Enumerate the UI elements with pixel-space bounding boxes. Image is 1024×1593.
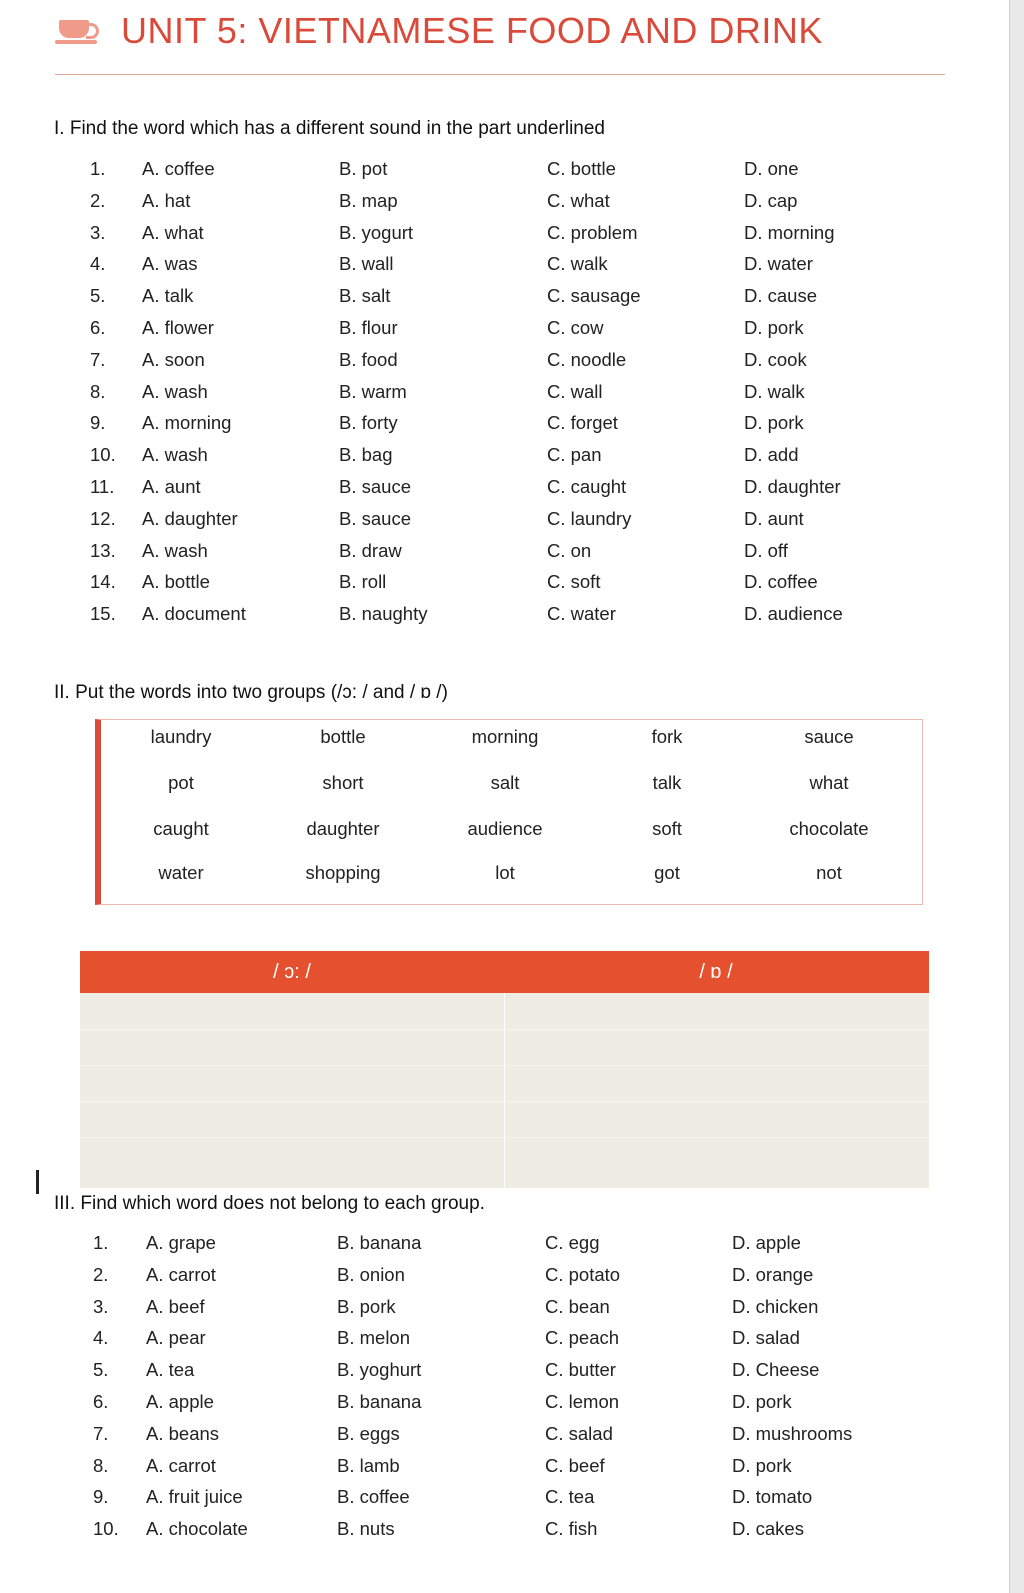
question-number: 9. xyxy=(90,412,106,434)
option-b: B. flour xyxy=(339,317,398,338)
option-b: B. nuts xyxy=(337,1518,395,1540)
option-a: A. wash xyxy=(142,380,208,402)
question-number: 4. xyxy=(90,253,106,275)
option-c: C. egg xyxy=(545,1232,600,1253)
question-number: 10. xyxy=(93,1518,119,1540)
question-row xyxy=(0,1296,1010,1326)
option-c: C. cow xyxy=(547,317,604,338)
option-c: C. salad xyxy=(545,1422,613,1444)
word-bank-item: talk xyxy=(652,772,682,793)
question-row xyxy=(0,285,1010,315)
word-bank-item: bottle xyxy=(320,726,366,747)
option-a: A. apple xyxy=(146,1391,214,1412)
word-bank-item: laundry xyxy=(150,726,212,747)
question-row xyxy=(0,1518,1010,1548)
option-c: C. pan xyxy=(547,444,602,466)
option-a: A. carrot xyxy=(146,1263,216,1285)
option-d: D. mushrooms xyxy=(732,1422,853,1444)
sorting-table xyxy=(80,951,929,1188)
option-c: C. bottle xyxy=(547,158,616,179)
word-bank-item: morning xyxy=(471,726,539,747)
word-bank-item: audience xyxy=(467,818,543,839)
option-d: D. walk xyxy=(744,380,805,402)
question-number: 14. xyxy=(90,571,116,593)
question-number: 12. xyxy=(90,507,116,529)
question-row xyxy=(0,412,1010,442)
word-bank-item: what xyxy=(809,772,849,793)
question-number: 1. xyxy=(90,158,106,179)
option-a: A. fruit juice xyxy=(146,1486,243,1508)
option-d: D. orange xyxy=(732,1263,814,1285)
option-d: D. pork xyxy=(732,1454,792,1476)
option-a: A. what xyxy=(142,221,204,243)
question-number: 13. xyxy=(90,539,116,561)
question-row xyxy=(0,381,1010,411)
option-b: B. pot xyxy=(339,158,388,179)
option-b: B. pork xyxy=(337,1295,396,1317)
word-bank-item: short xyxy=(322,772,364,793)
question-row xyxy=(0,190,1010,220)
option-d: D. pork xyxy=(744,412,804,434)
option-c: C. forget xyxy=(547,412,618,434)
question-row xyxy=(0,444,1010,474)
option-c: C. noodle xyxy=(547,348,627,370)
option-d: D. cook xyxy=(744,348,807,370)
option-b: B. forty xyxy=(339,412,398,434)
word-bank-item: pot xyxy=(168,772,194,793)
option-c: C. tea xyxy=(545,1486,595,1508)
option-d: D. Cheese xyxy=(732,1359,820,1381)
option-d: D. one xyxy=(744,158,799,179)
option-b: B. naughty xyxy=(339,603,428,625)
option-a: A. hat xyxy=(142,189,191,211)
word-bank-item: caught xyxy=(153,818,209,839)
option-b: B. coffee xyxy=(337,1486,410,1508)
question-number: 2. xyxy=(90,189,106,211)
column-header-short-o: / ɒ / xyxy=(699,961,733,983)
option-b: B. food xyxy=(339,348,398,370)
option-c: C. problem xyxy=(547,221,638,243)
word-bank-item: chocolate xyxy=(789,818,869,839)
question-row xyxy=(0,1423,1010,1453)
page-title: UNIT 5: VIETNAMESE FOOD AND DRINK xyxy=(121,10,823,51)
question-number: 5. xyxy=(93,1359,109,1381)
option-d: D. daughter xyxy=(744,476,841,497)
question-row xyxy=(0,476,1010,506)
section-2-heading: II. Put the words into two groups (/ɔ: / and / ɒ /) xyxy=(54,682,448,703)
question-number: 3. xyxy=(93,1295,109,1317)
option-a: A. soon xyxy=(142,348,205,370)
question-number: 15. xyxy=(90,603,116,625)
option-a: A. aunt xyxy=(142,476,201,497)
option-c: C. fish xyxy=(545,1518,598,1540)
section-3-heading: III. Find which word does not belong to each group. xyxy=(54,1193,485,1214)
question-row xyxy=(0,508,1010,538)
question-number: 3. xyxy=(90,221,106,243)
option-d: D. cause xyxy=(744,285,818,307)
question-row xyxy=(0,1455,1010,1485)
option-d: D. add xyxy=(744,444,799,466)
word-bank-item: lot xyxy=(495,862,515,883)
option-a: A. chocolate xyxy=(146,1518,248,1540)
question-row xyxy=(0,1486,1010,1516)
word-bank-item: soft xyxy=(652,818,682,839)
option-c: C. potato xyxy=(545,1263,621,1285)
option-d: D. morning xyxy=(744,221,835,243)
option-a: A. wash xyxy=(142,444,208,466)
question-row xyxy=(0,158,1010,188)
question-row xyxy=(0,222,1010,252)
question-row xyxy=(0,349,1010,379)
option-b: B. roll xyxy=(339,571,387,593)
option-a: A. daughter xyxy=(142,507,238,529)
question-row xyxy=(0,603,1010,633)
option-a: A. beef xyxy=(146,1295,205,1317)
word-bank xyxy=(95,719,923,905)
option-b: B. warm xyxy=(339,380,407,402)
question-row xyxy=(0,253,1010,283)
question-row xyxy=(0,1359,1010,1389)
page-header xyxy=(55,6,823,56)
option-b: B. sauce xyxy=(339,476,411,497)
option-b: B. sauce xyxy=(339,507,411,529)
word-bank-item: not xyxy=(816,862,842,883)
option-a: A. flower xyxy=(142,317,214,338)
option-a: A. coffee xyxy=(142,158,215,179)
word-bank-item: fork xyxy=(651,726,683,747)
text-cursor xyxy=(36,1170,39,1194)
option-a: A. beans xyxy=(146,1422,220,1444)
option-d: D. chicken xyxy=(732,1295,819,1317)
option-b: B. banana xyxy=(337,1232,422,1253)
option-a: A. tea xyxy=(146,1359,195,1381)
section-1-heading: I. Find the word which has a different sound in the part underlined xyxy=(54,118,605,139)
question-row xyxy=(0,317,1010,347)
question-row xyxy=(0,1327,1010,1357)
option-b: B. map xyxy=(339,189,398,211)
option-d: D. apple xyxy=(732,1232,801,1253)
option-d: D. water xyxy=(744,253,813,275)
column-header-open-o: / ɔ: / xyxy=(273,961,311,983)
option-c: C. on xyxy=(547,539,592,561)
option-b: B. banana xyxy=(337,1391,422,1412)
question-number: 8. xyxy=(90,380,106,402)
title-divider xyxy=(55,74,945,75)
question-number: 9. xyxy=(93,1486,109,1508)
option-b: B. onion xyxy=(337,1263,405,1285)
option-a: A. grape xyxy=(146,1232,216,1253)
option-a: A. carrot xyxy=(146,1454,216,1476)
question-row xyxy=(0,571,1010,601)
option-b: B. lamb xyxy=(337,1454,400,1476)
option-d: D. off xyxy=(744,539,788,561)
option-c: C. walk xyxy=(547,253,608,275)
option-d: D. aunt xyxy=(744,507,804,529)
option-a: A. document xyxy=(142,603,246,625)
option-c: C. sausage xyxy=(547,285,641,307)
question-number: 4. xyxy=(93,1327,109,1349)
question-number: 5. xyxy=(90,285,106,307)
option-d: D. cakes xyxy=(732,1518,804,1540)
option-b: B. bag xyxy=(339,444,393,466)
question-number: 2. xyxy=(93,1263,109,1285)
option-c: C. butter xyxy=(545,1359,616,1381)
option-d: D. salad xyxy=(732,1327,800,1349)
option-a: A. was xyxy=(142,253,198,275)
option-c: C. soft xyxy=(547,571,601,593)
option-a: A. talk xyxy=(142,285,194,307)
question-row xyxy=(0,1264,1010,1294)
option-d: D. coffee xyxy=(744,571,818,593)
question-number: 6. xyxy=(90,317,106,338)
word-bank-item: daughter xyxy=(306,818,380,839)
window-edge xyxy=(1009,0,1024,1593)
option-c: C. beef xyxy=(545,1454,605,1476)
option-b: B. yogurt xyxy=(339,221,414,243)
option-c: C. wall xyxy=(547,380,603,402)
sorting-table-header xyxy=(80,951,929,993)
option-c: C. water xyxy=(547,603,616,625)
option-b: B. eggs xyxy=(337,1422,400,1444)
question-number: 8. xyxy=(93,1454,109,1476)
question-number: 7. xyxy=(93,1422,109,1444)
option-b: B. yoghurt xyxy=(337,1359,422,1381)
word-bank-item: salt xyxy=(490,772,520,793)
word-bank-item: shopping xyxy=(305,862,381,883)
word-bank-item: sauce xyxy=(804,726,854,747)
option-c: C. what xyxy=(547,189,610,211)
option-c: C. caught xyxy=(547,476,627,497)
option-d: D. pork xyxy=(744,317,804,338)
option-c: C. bean xyxy=(545,1295,610,1317)
option-a: A. morning xyxy=(142,412,232,434)
question-number: 1. xyxy=(93,1232,109,1253)
question-row xyxy=(0,1391,1010,1421)
option-a: A. bottle xyxy=(142,571,210,593)
option-d: D. audience xyxy=(744,603,843,625)
question-number: 6. xyxy=(93,1391,109,1412)
question-number: 7. xyxy=(90,348,106,370)
option-c: C. lemon xyxy=(545,1391,620,1412)
option-c: C. laundry xyxy=(547,507,632,529)
option-b: B. melon xyxy=(337,1327,411,1349)
option-b: B. wall xyxy=(339,253,394,275)
option-a: A. pear xyxy=(146,1327,206,1349)
option-d: D. tomato xyxy=(732,1486,813,1508)
word-bank-item: got xyxy=(654,862,680,883)
option-d: D. pork xyxy=(732,1391,792,1412)
option-c: C. peach xyxy=(545,1327,620,1349)
option-a: A. wash xyxy=(142,539,208,561)
option-b: B. draw xyxy=(339,539,402,561)
question-row xyxy=(0,1232,1010,1262)
question-number: 11. xyxy=(90,476,115,497)
question-number: 10. xyxy=(90,444,116,466)
word-bank-item: water xyxy=(158,862,204,883)
cup-icon xyxy=(55,16,99,46)
question-row xyxy=(0,540,1010,570)
option-d: D. cap xyxy=(744,189,798,211)
option-b: B. salt xyxy=(339,285,391,307)
